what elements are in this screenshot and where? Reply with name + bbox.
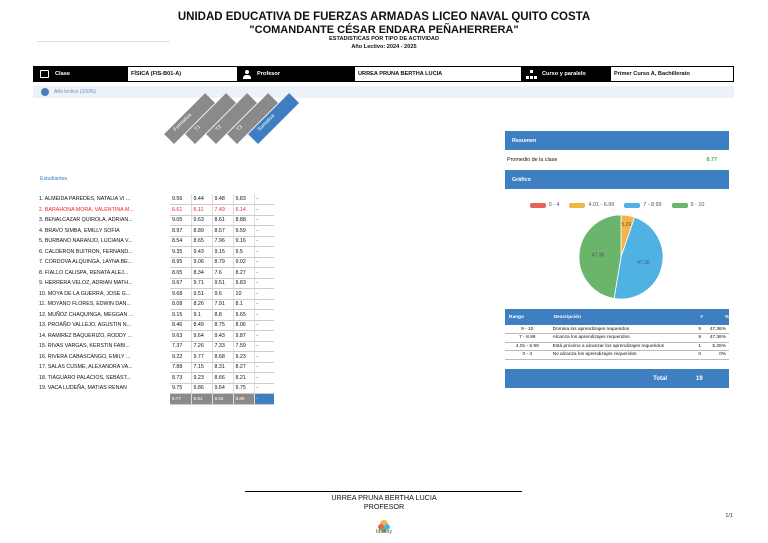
grade-cell: 8.06 — [233, 320, 254, 331]
student-name: 13. PROAÑO VALLEJO, AGUSTIN N... — [39, 322, 132, 329]
grade-cell: 9.48 — [212, 194, 233, 205]
grade-cell: 9.75 — [170, 383, 191, 394]
range-header: % — [707, 309, 729, 325]
student-name: 11. MOYANO FLORES, EDWIN DAN... — [39, 301, 131, 308]
sumativa-cell: - — [254, 289, 274, 300]
school-title: UNIDAD EDUCATIVA DE FUERZAS ARMADAS LICEO NAVAL QUITO COSTA — [177, 11, 591, 23]
sumativa-cell: - — [254, 299, 274, 310]
grade-cell: 7.59 — [233, 341, 254, 352]
teacher-label: Profesor — [257, 71, 281, 77]
grade-cell: 8.66 — [212, 373, 233, 384]
grade-cell: 9.15 — [170, 310, 191, 321]
grade-cell: 9.64 — [212, 383, 233, 394]
sumativa-cell: - — [254, 257, 274, 268]
grade-cell: 9.87 — [233, 331, 254, 342]
averages-row — [37, 394, 274, 405]
grade-cell: 9.5 — [233, 247, 254, 258]
table-row — [37, 341, 274, 352]
chart-legend — [505, 202, 729, 208]
range-value: 0 - 4 — [505, 351, 550, 360]
legend-item — [672, 202, 705, 208]
sumativa-cell: - — [254, 205, 274, 216]
grade-cell: 9.63 — [191, 215, 212, 226]
grade-cell: 6.11 — [191, 205, 212, 216]
average-cell: 8.64 — [212, 394, 233, 405]
grade-cell: 8.1 — [233, 299, 254, 310]
grade-cell: 9.51 — [212, 278, 233, 289]
school-name: "COMANDANTE CÉSAR ENDARA PEÑAHERRERA" — [249, 24, 519, 36]
grade-cell: 8.31 — [212, 362, 233, 373]
grade-cell: 9.59 — [233, 226, 254, 237]
sumativa-cell: - — [254, 320, 274, 331]
grade-cell: 7.88 — [170, 362, 191, 373]
info-bar — [33, 66, 734, 82]
table-row — [37, 236, 274, 247]
range-count: 9 — [693, 325, 707, 334]
grade-cell: 9.71 — [191, 278, 212, 289]
grade-cell: 9.6 — [212, 289, 233, 300]
range-row — [505, 334, 729, 343]
range-percent: 0% — [707, 351, 729, 360]
student-name: 9. HERRERA VELOZ, ADRIAN MATH... — [39, 280, 133, 287]
sumativa-cell: - — [254, 310, 274, 321]
grade-cell: 8.89 — [191, 226, 212, 237]
academic-year: Año Lectivo: 2024 - 2025 — [351, 44, 417, 50]
column-header-t1: T1 — [185, 93, 236, 144]
pie-label-3: 47.36 — [591, 252, 605, 259]
course-label: Curso y paralelo — [542, 71, 586, 77]
grade-cell: 6.61 — [170, 205, 191, 216]
range-percent: 47.36% — [707, 334, 729, 343]
grade-cell: 9.64 — [191, 331, 212, 342]
table-row — [37, 205, 274, 216]
grade-cell: 9.77 — [191, 352, 212, 363]
table-row — [37, 278, 274, 289]
table-row — [37, 226, 274, 237]
grade-cell: 9.02 — [233, 257, 254, 268]
grade-cell: 9.56 — [170, 194, 191, 205]
report-title: ESTADISTICAS POR TIPO DE ACTIVIDAD — [328, 36, 440, 42]
range-header: # — [693, 309, 707, 325]
column-header-sumativa: Sumativa — [248, 93, 299, 144]
class-average-label: Promedio de la clase — [507, 157, 558, 163]
grade-cell: 7.91 — [212, 299, 233, 310]
grade-cell: 9.51 — [191, 289, 212, 300]
class-label-cell — [34, 67, 128, 81]
sumativa-cell: - — [254, 362, 274, 373]
total-label: Total — [653, 375, 667, 382]
column-header-t3: T3 — [227, 93, 278, 144]
sumativa-cell: - — [254, 247, 274, 258]
table-row — [37, 352, 274, 363]
range-header: Descripción — [550, 309, 693, 325]
legend-swatch — [624, 203, 640, 208]
grade-cell: 8.49 — [191, 320, 212, 331]
grade-cell: 9.15 — [212, 247, 233, 258]
table-row — [37, 383, 274, 394]
range-count: 1 — [693, 342, 707, 351]
average-sumativa-cell: - — [254, 394, 274, 405]
table-row — [37, 299, 274, 310]
range-table — [505, 309, 729, 360]
range-count: 0 — [693, 351, 707, 360]
signer-name: URREA PRUNA BERTHA LUCIA — [331, 493, 437, 502]
grade-cell: 7.6 — [212, 268, 233, 279]
teacher-value: URREA PRUNA BERTHA LUCIA — [358, 71, 443, 77]
range-row — [505, 325, 729, 334]
signature-line — [245, 491, 522, 492]
grade-cell: 8.79 — [212, 257, 233, 268]
range-row — [505, 351, 729, 360]
page-number: 1/1 — [725, 513, 733, 519]
grade-cell: 7.49 — [212, 205, 233, 216]
teacher-label-cell — [237, 67, 355, 81]
grade-cell: 9.22 — [170, 352, 191, 363]
student-name: 6. CALDERON BUITRON, FERNAND... — [39, 248, 133, 255]
range-header: Rango — [505, 309, 550, 325]
legend-label: 9 - 10 — [690, 202, 705, 208]
total-row — [505, 369, 729, 388]
grade-cell: 9.05 — [170, 215, 191, 226]
pie-chart-icon — [41, 88, 49, 96]
table-row — [37, 215, 274, 226]
grade-cell: 9.43 — [191, 247, 212, 258]
grade-cell: 7.33 — [212, 341, 233, 352]
grade-cell: 9.83 — [233, 194, 254, 205]
class-value: FÍSICA (FIS-B01-A) — [131, 71, 182, 77]
range-row — [505, 342, 729, 351]
signer-role: PROFESOR — [363, 502, 405, 511]
students-header: Estudiantes — [40, 176, 68, 182]
sumativa-cell: - — [254, 331, 274, 342]
legend-swatch — [530, 203, 546, 208]
pie-label-1: 5.26 — [621, 222, 632, 229]
grade-cell: 8.95 — [170, 257, 191, 268]
grade-cell: 9.1 — [191, 310, 212, 321]
student-name: 1. ALMEIDA PAREDES, NATALIA VI ... — [39, 196, 131, 203]
range-description: Alcanza los aprendizajes requeridos — [550, 334, 693, 343]
range-count: 9 — [693, 334, 707, 343]
sumativa-cell: - — [254, 383, 274, 394]
grades-table — [37, 194, 274, 405]
class-average-row — [505, 150, 729, 170]
table-row — [37, 268, 274, 279]
sumativa-cell: - — [254, 215, 274, 226]
grade-cell: 9.16 — [233, 236, 254, 247]
average-cell: 8.81 — [191, 394, 212, 405]
summary-panel — [505, 131, 729, 189]
sumativa-cell: - — [254, 236, 274, 247]
student-name: 7. CORDOVA ALQUINGA, LAYNA BE... — [39, 259, 133, 266]
range-value: 9 - 10 — [505, 325, 550, 334]
grade-cell: 8.08 — [170, 299, 191, 310]
range-percent: 47.36% — [707, 325, 729, 334]
student-name: 2. BARAHONA MORA, VALENTINA M... — [39, 206, 134, 213]
grade-cell: 8.57 — [212, 226, 233, 237]
grade-cell: 9.23 — [191, 373, 212, 384]
sumativa-cell: - — [254, 226, 274, 237]
grade-cell: 8.27 — [233, 362, 254, 373]
class-average-value: 8.77 — [706, 157, 717, 163]
class-label: Clase — [55, 71, 70, 77]
grade-cell: 9.06 — [191, 257, 212, 268]
sumativa-cell: - — [254, 352, 274, 363]
table-row — [37, 194, 274, 205]
grade-cell: 8.88 — [233, 215, 254, 226]
grade-cell: 9.68 — [170, 289, 191, 300]
grade-cell: 8.73 — [170, 373, 191, 384]
average-cell: 8.77 — [170, 394, 191, 405]
legend-item — [624, 202, 661, 208]
legend-swatch — [672, 203, 688, 208]
legend-swatch — [569, 203, 585, 208]
table-row — [37, 310, 274, 321]
course-label-cell — [521, 67, 611, 81]
grade-cell: 9.65 — [233, 310, 254, 321]
range-description: No alcanza los aprendizajes requeridos — [550, 351, 693, 360]
total-value: 19 — [696, 375, 703, 382]
table-row — [37, 247, 274, 258]
chart-title: Gráfico — [505, 170, 729, 189]
idukay-logo — [371, 513, 397, 539]
averages-spacer — [37, 394, 170, 405]
grade-cell: 9.83 — [233, 278, 254, 289]
student-name: 15. RIVAS VARGAS, KERSTIN FABI... — [39, 343, 130, 350]
table-row — [37, 362, 274, 373]
student-name: 8. FIALLO CALISPA, RENATA ALEJ... — [39, 269, 129, 276]
brand-name: Idukay — [375, 529, 393, 535]
student-name: 3. BENALCAZAR QUIROLA, ADRIAN... — [39, 217, 133, 224]
table-row — [37, 289, 274, 300]
student-name: 14. RAMIREZ BAQUERIZO, RODDY ... — [39, 332, 133, 339]
grade-cell: 8.05 — [170, 268, 191, 279]
grade-cell: 7.96 — [212, 236, 233, 247]
column-header-formativa: Formativa — [164, 93, 215, 144]
grade-cell: 8.21 — [233, 373, 254, 384]
grade-cell: 10 — [233, 289, 254, 300]
average-cell: 8.89 — [233, 394, 254, 405]
summary-title: Resumen — [505, 131, 729, 150]
legend-label: 7 - 8.99 — [643, 202, 662, 208]
grade-cell: 6.14 — [233, 205, 254, 216]
sumativa-cell: - — [254, 373, 274, 384]
student-name: 12. MUÑOZ CHAQUINGA, MEGGAN ... — [39, 311, 134, 318]
table-row — [37, 320, 274, 331]
table-row — [37, 331, 274, 342]
grade-cell: 8.26 — [191, 299, 212, 310]
user-icon — [243, 70, 251, 79]
student-name: 10. MOYA DE LA GUERRA, JOSE G... — [39, 290, 131, 297]
table-row — [37, 257, 274, 268]
table-row — [37, 373, 274, 384]
grade-cell: 8.54 — [170, 236, 191, 247]
grade-cell: 8.61 — [212, 215, 233, 226]
sumativa-cell: - — [254, 341, 274, 352]
sitemap-icon — [526, 70, 537, 79]
grade-cell: 8.46 — [170, 320, 191, 331]
grade-cell: 9.86 — [191, 383, 212, 394]
grade-cell: 8.65 — [191, 236, 212, 247]
student-name: 17. SALAS CUSME, ALEXANDRA VA... — [39, 364, 133, 371]
grade-cell: 8.68 — [212, 352, 233, 363]
grade-cell: 8.75 — [212, 320, 233, 331]
legend-label: 0 - 4 — [548, 202, 560, 208]
grade-cell: 9.67 — [170, 278, 191, 289]
grade-cell: 8.34 — [191, 268, 212, 279]
period-bar[interactable] — [33, 86, 734, 98]
range-description: Domina los aprendizajes requeridos — [550, 325, 693, 334]
grade-cell: 7.26 — [191, 341, 212, 352]
student-name: 16. RIVERA CABASCANGO, EMILY ... — [39, 353, 131, 360]
range-percent: 5.26% — [707, 342, 729, 351]
range-description: Está próximo a alcanzar los aprendizajes requeridos — [550, 342, 693, 351]
legend-item — [530, 202, 560, 208]
grade-cell: 9.75 — [233, 383, 254, 394]
period-label: Año lectivo (100%) — [54, 89, 96, 95]
student-name: 4. BRAVO SIMBA, EMILLY SOFIA — [39, 227, 120, 234]
grade-cell: 9.35 — [170, 247, 191, 258]
column-header-t2: T2 — [206, 93, 257, 144]
sumativa-cell: - — [254, 194, 274, 205]
grade-cell: 7.37 — [170, 341, 191, 352]
divider — [37, 41, 170, 42]
grade-cell: 8.27 — [233, 268, 254, 279]
student-name: 18. TIAGUARO PALACIOS, SEBAST... — [39, 374, 131, 381]
sumativa-cell: - — [254, 278, 274, 289]
student-name: 19. VACA LUDEÑA, MATIAS RENAN — [39, 385, 127, 392]
legend-item — [569, 202, 614, 208]
pie-chart — [577, 213, 665, 301]
course-value: Primer Curso A, Bachillerato — [614, 71, 690, 77]
range-value: 4.01 - 6.99 — [505, 342, 550, 351]
book-icon — [40, 70, 49, 78]
grade-cell: 9.44 — [191, 194, 212, 205]
student-name: 5. BURBANO NARANJO, LUCIANA V... — [39, 238, 133, 245]
grade-cell: 7.15 — [191, 362, 212, 373]
sumativa-cell: - — [254, 268, 274, 279]
grade-cell: 9.23 — [233, 352, 254, 363]
grade-cell: 8.97 — [170, 226, 191, 237]
legend-label: 4.01 - 6.99 — [588, 202, 615, 208]
pie-label-2: 47.36 — [637, 260, 650, 267]
grade-cell: 9.63 — [170, 331, 191, 342]
range-value: 7 - 8.99 — [505, 334, 550, 343]
grade-cell: 8.8 — [212, 310, 233, 321]
grade-cell: 9.43 — [212, 331, 233, 342]
